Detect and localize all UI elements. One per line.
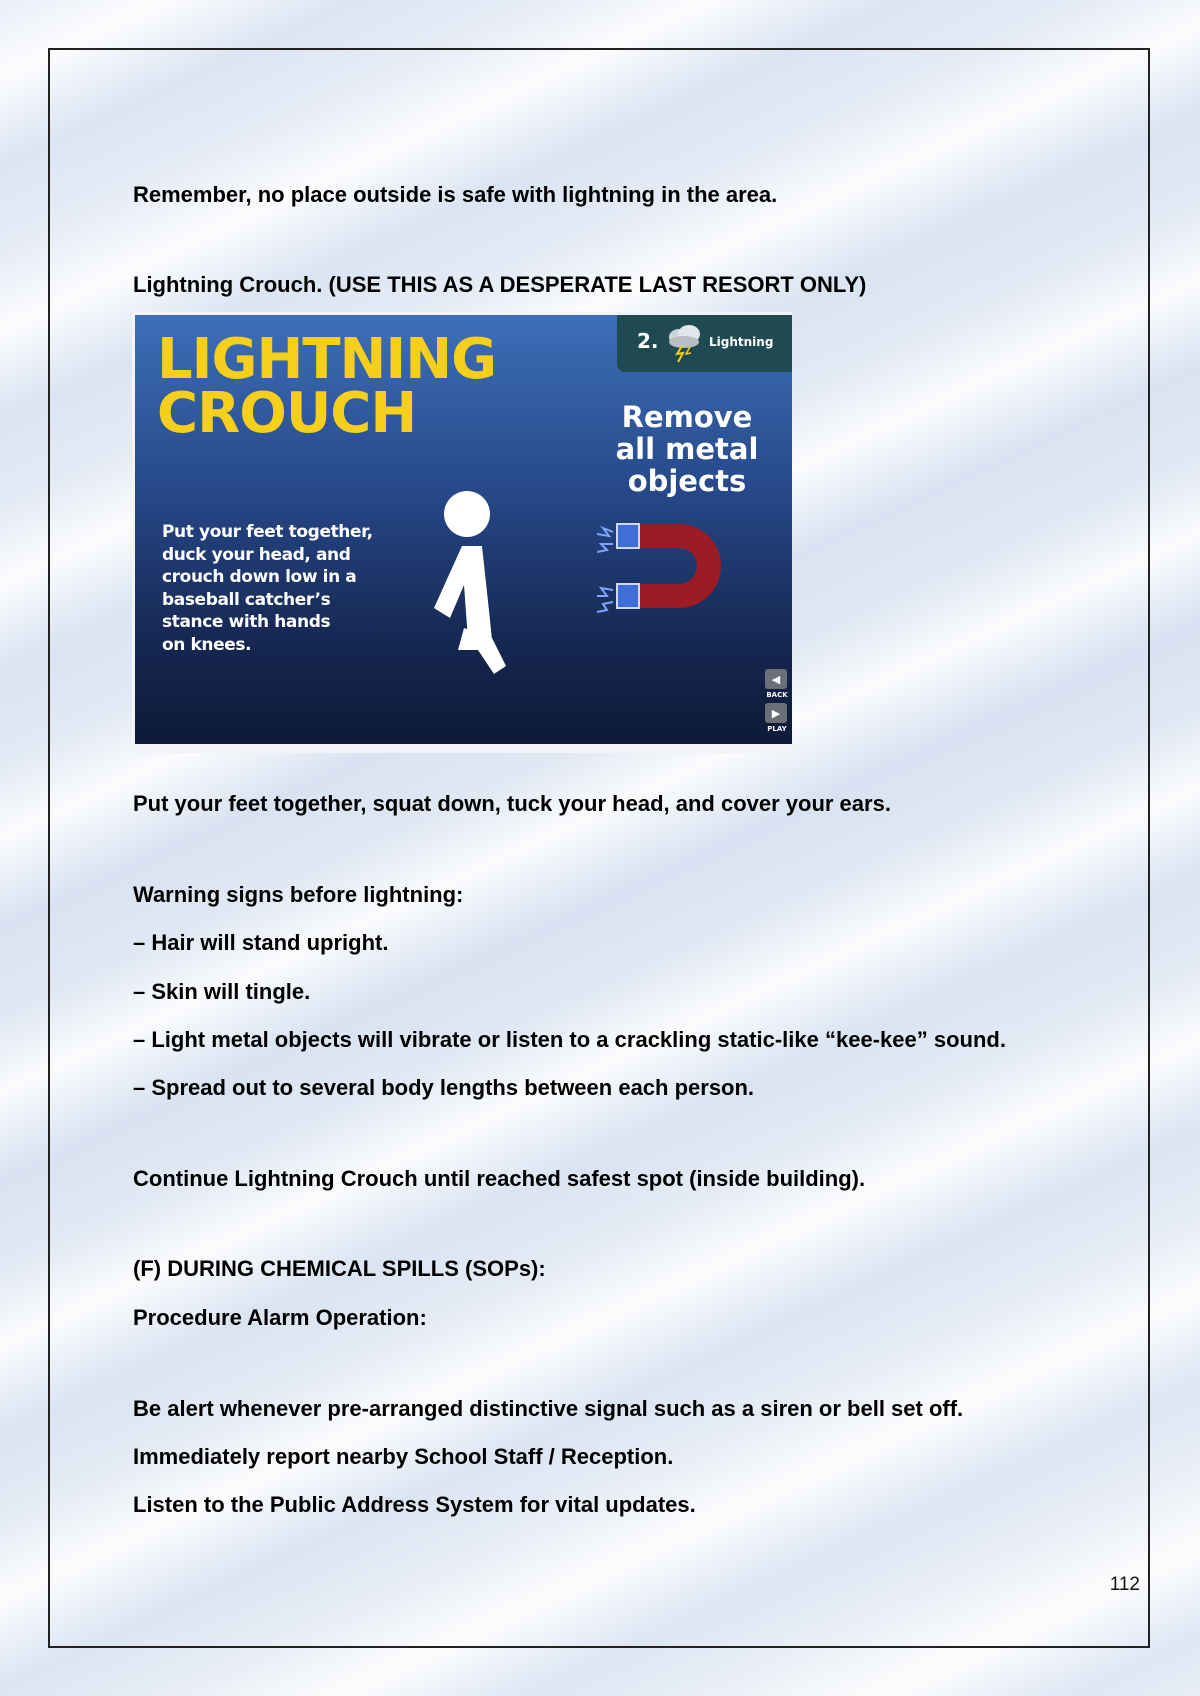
report-text: Immediately report nearby School Staff / Reception.	[133, 1444, 674, 1469]
warning-item: – Spread out to several body lengths between each person.	[133, 1075, 755, 1100]
remove-line2: all metal	[615, 432, 759, 466]
badge-label: Lightning	[709, 335, 774, 349]
instruction-line: crouch down low in a	[162, 567, 357, 587]
crouching-person-icon	[420, 490, 530, 690]
remove-line3: objects	[627, 464, 747, 498]
badge-number: 2.	[637, 329, 659, 353]
magnet-icon	[597, 510, 727, 620]
warning-heading: Warning signs before lightning:	[133, 882, 464, 907]
warning-item: – Hair will stand upright.	[133, 930, 389, 955]
poster-title-line2: CROUCH	[157, 381, 417, 446]
lightning-crouch-heading: Lightning Crouch. (USE THIS AS A DESPERATE LAST RESORT ONLY)	[133, 272, 867, 297]
instruction-line: on knees.	[162, 634, 252, 655]
cloud-lightning-icon	[665, 323, 703, 365]
back-label: BACK	[766, 691, 788, 699]
put-feet-text: Put your feet together, squat down, tuck your head, and cover your ears.	[133, 791, 891, 816]
remember-text: Remember, no place outside is safe with lightning in the area.	[133, 182, 778, 207]
continue-text: Continue Lightning Crouch until reached safest spot (inside building).	[133, 1166, 866, 1191]
warning-item: – Light metal objects will vibrate or listen to a crackling static-like “kee-kee” sound.	[133, 1027, 1006, 1052]
poster-title	[157, 327, 497, 446]
back-icon[interactable]: ◀	[765, 669, 787, 689]
section-f-heading: (F) DURING CHEMICAL SPILLS (SOPs):	[133, 1256, 546, 1281]
instruction-line: duck your head, and	[162, 544, 351, 565]
play-icon[interactable]: ▶	[765, 703, 787, 723]
step-badge	[617, 315, 792, 372]
remove-metal-text	[593, 401, 781, 497]
instruction-line: Put your feet together,	[162, 522, 373, 542]
poster	[135, 315, 792, 744]
remove-line1: Remove	[621, 400, 753, 434]
alert-text: Be alert whenever pre-arranged distinctive signal such as a siren or bell set off.	[133, 1396, 964, 1421]
slide-nav	[765, 669, 789, 737]
listen-text: Listen to the Public Address System for vital updates.	[133, 1492, 696, 1517]
instruction-line: stance with hands	[162, 612, 331, 632]
poster-instructions	[162, 521, 382, 656]
poster-title-line1: LIGHTNING	[157, 327, 497, 392]
page-number: 112	[1109, 1574, 1140, 1595]
procedure-heading: Procedure Alarm Operation:	[133, 1305, 427, 1330]
instruction-line: baseball catcher’s	[162, 589, 331, 610]
play-label: PLAY	[767, 725, 787, 733]
lightning-crouch-illustration	[132, 312, 792, 753]
warning-item: – Skin will tingle.	[133, 979, 311, 1004]
